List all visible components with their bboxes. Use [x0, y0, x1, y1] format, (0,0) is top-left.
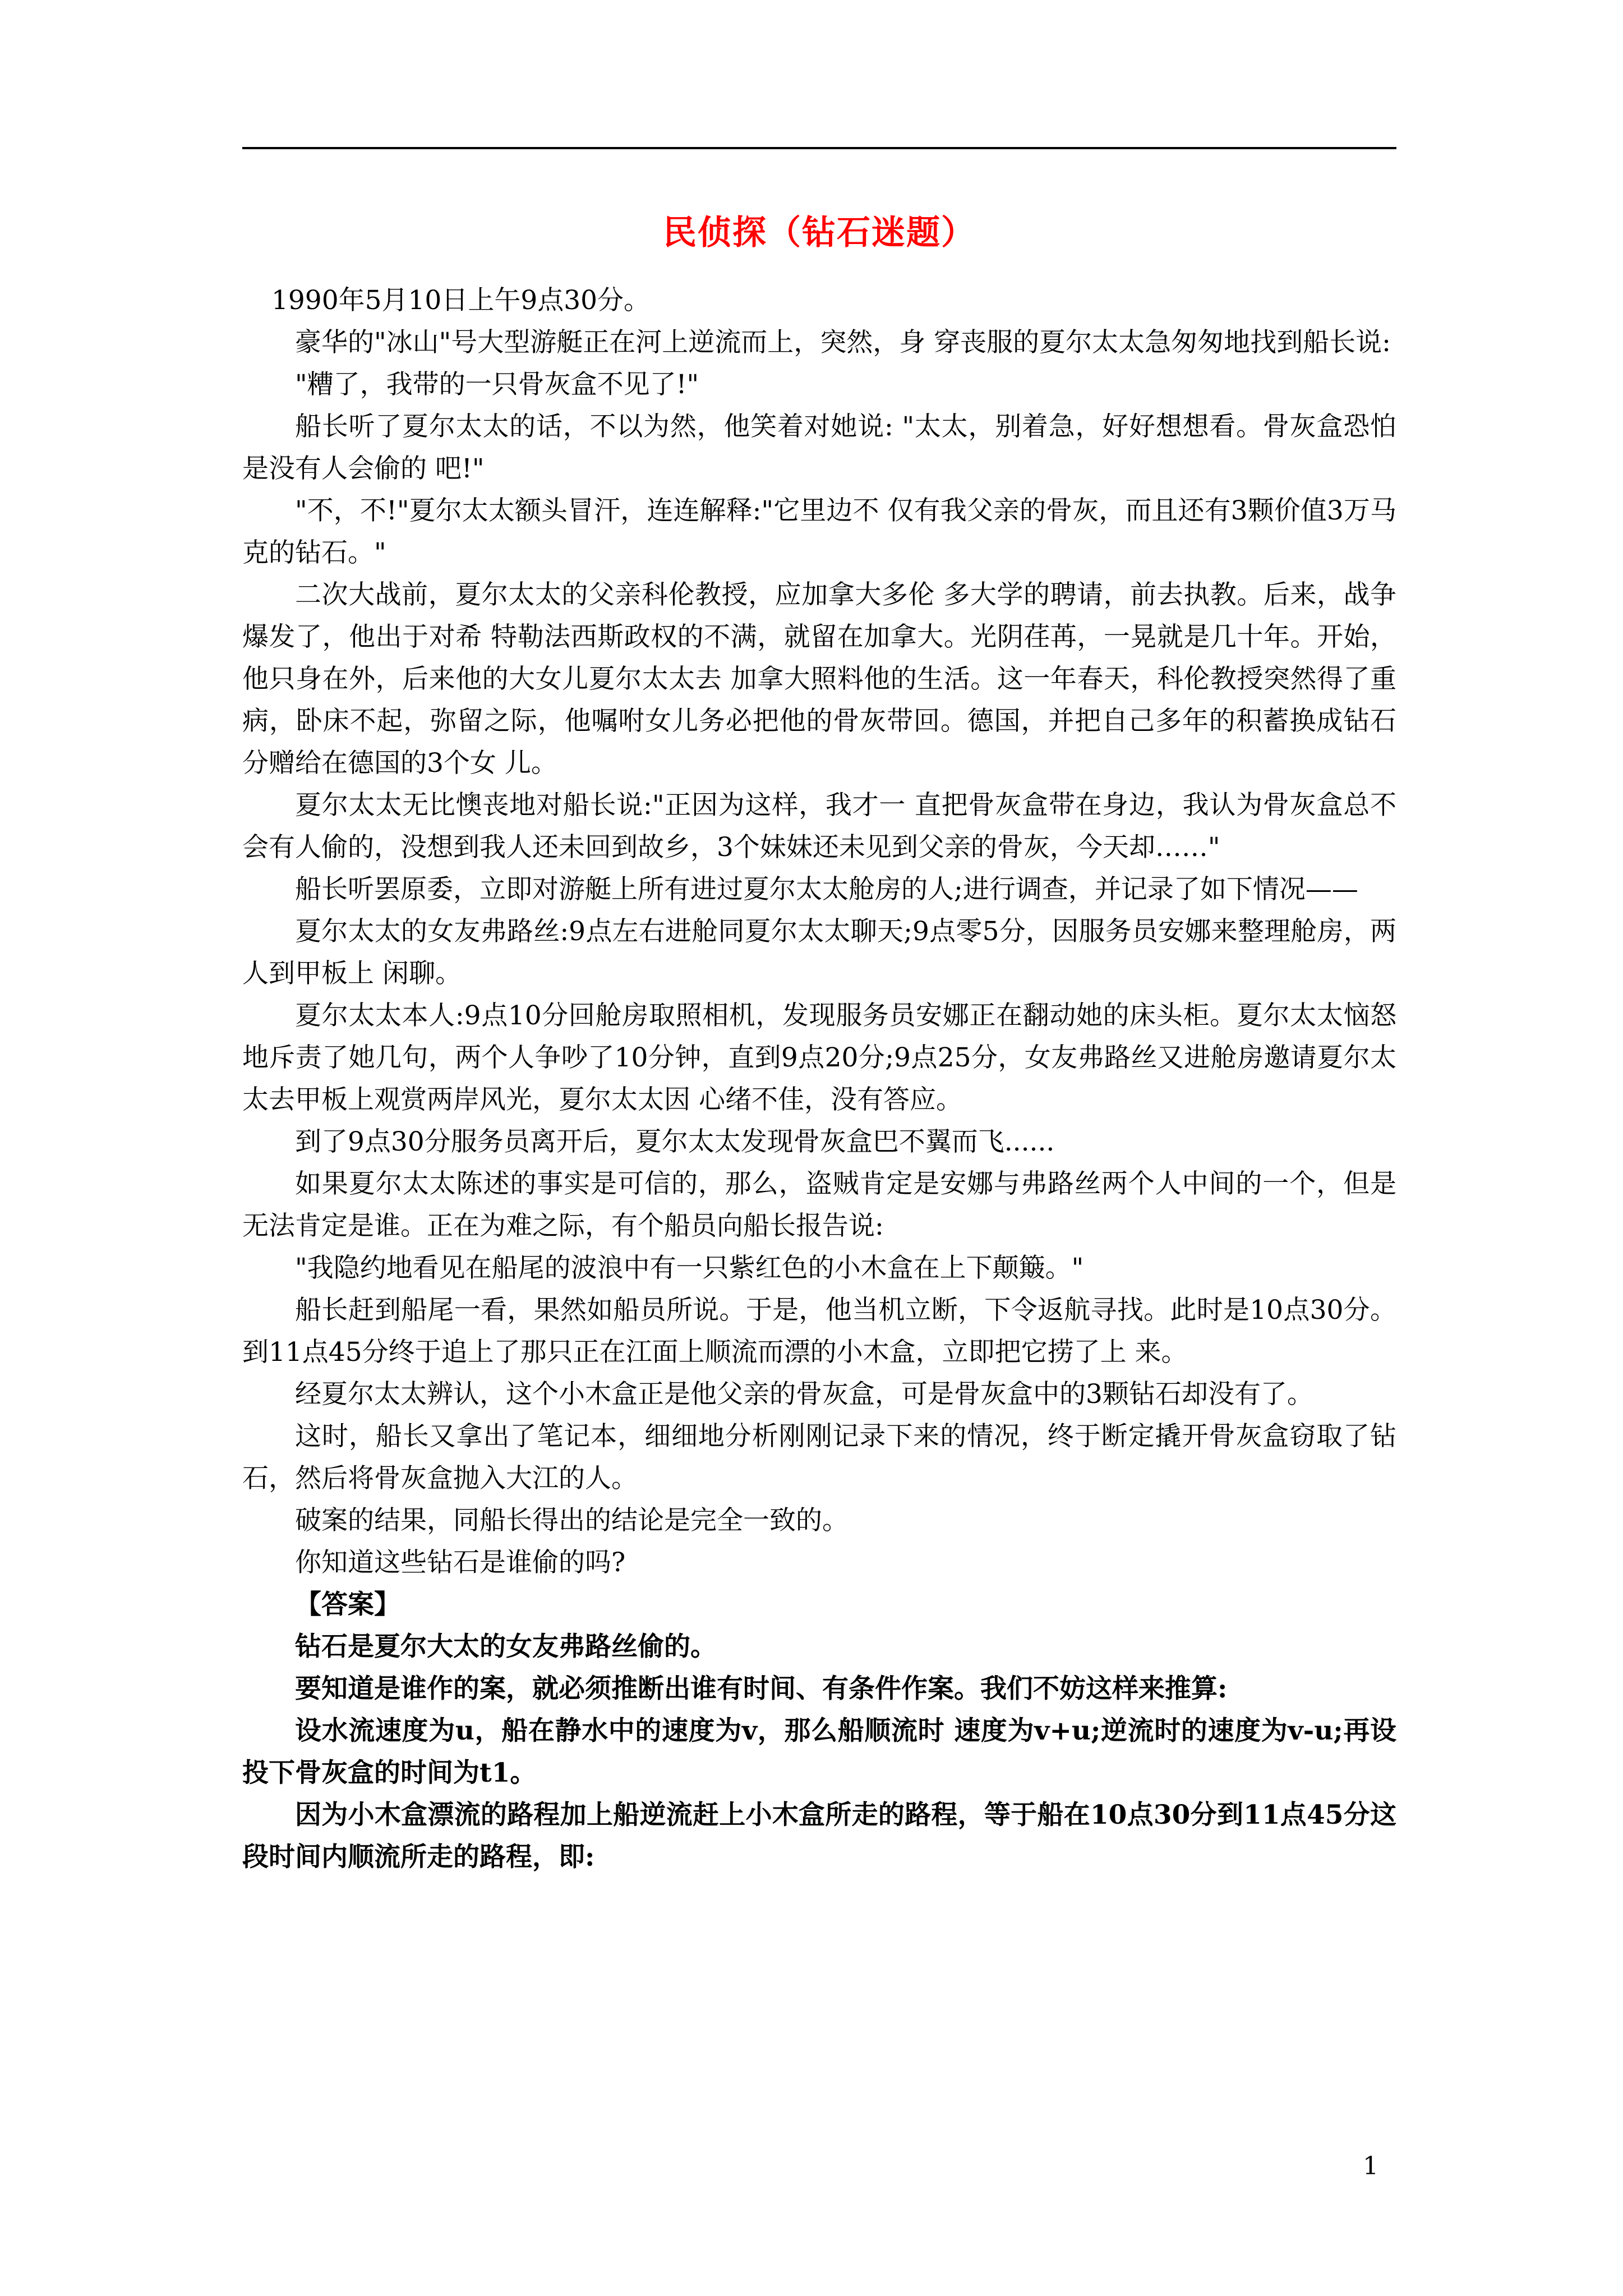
paragraph: 船长听了夏尔太太的话，不以为然，他笑着对她说: "太太，别着急，好好想想看。骨灰盒恐怕是没有人会偷的 吧!" [242, 411, 1396, 484]
paragraph: 1990年5月10日上午9点30分。 [271, 285, 651, 316]
paragraph: 如果夏尔太太陈述的事实是可信的，那么，盗贼肯定是安娜与弗路丝两个人中间的一个，但是无法肯定是谁。正在为难之际，有个船员向船长报告说: [242, 1168, 1396, 1241]
paragraph: "不，不!"夏尔太太额头冒汗，连连解释:"它里边不 仅有我父亲的骨灰，而且还有3颗价值3万马克的钻石。" [242, 495, 1396, 568]
paragraph: 船长听罢原委，立即对游艇上所有进过夏尔太太舱房的人;进行调查，并记录了如下情况—— [295, 874, 1358, 905]
document-body [242, 279, 1396, 1878]
paragraph: 二次大战前，夏尔太太的父亲科伦教授，应加拿大多伦 多大学的聘请，前去执教。后来，战争爆发了，他出于对希 特勒法西斯政权的不满，就留在加拿大。光阴荏苒，一晃就是几十年。开始，他只身在外，后来他的大女儿夏尔太太去 加拿大照料他的生活。这一年春天，科伦教授突然得了重病，卧床不起，弥留之际，他嘱咐女儿务必把他的骨灰带回。德国，并把自己多年的积蓄换成钻石分赠给在德国的3个女 儿。 [242, 579, 1396, 779]
header-rule [242, 147, 1396, 149]
paragraph: 这时，船长又拿出了笔记本，细细地分析刚刚记录下来的情况，终于断定撬开骨灰盒窃取了钻石，然后将骨灰盒抛入大江的人。 [242, 1421, 1396, 1494]
paragraph: 经夏尔太太辨认，这个小木盒正是他父亲的骨灰盒，可是骨灰盒中的3颗钻石却没有了。 [295, 1379, 1313, 1410]
paragraph: 破案的结果，同船长得出的结论是完全一致的。 [295, 1505, 849, 1536]
page-number: 1 [1363, 2152, 1378, 2180]
answer-paragraph: 设水流速度为u，船在静水中的速度为v，那么船顺流时 速度为v+u;逆流时的速度为v-u;再设投下骨灰盒的时间为t1。 [242, 1715, 1396, 1788]
answer-heading: 【答案】 [295, 1589, 400, 1620]
paragraph: 豪华的"冰山"号大型游艇正在河上逆流而上，突然，身 穿丧服的夏尔太太急匆匆地找到船长说: [295, 327, 1391, 358]
answer-paragraph: 要知道是谁作的案，就必须推断出谁有时间、有条件作案。我们不妨这样来推算: [295, 1673, 1228, 1704]
answer-paragraph: 钻石是夏尔大太的女友弗路丝偷的。 [295, 1631, 717, 1662]
paragraph: 你知道这些钻石是谁偷的吗? [295, 1547, 626, 1578]
paragraph: 夏尔太太的女友弗路丝:9点左右进舱同夏尔太太聊天;9点零5分，因服务员安娜来整理舱房，两人到甲板上 闲聊。 [242, 916, 1396, 989]
paragraph: 夏尔太太无比懊丧地对船长说:"正因为这样，我才一 直把骨灰盒带在身边，我认为骨灰盒总不会有人偷的，没想到我人还未回到故乡，3个妹妹还未见到父亲的骨灰，今天却……" [242, 790, 1396, 863]
answer-paragraph: 因为小木盒漂流的路程加上船逆流赶上小木盒所走的路程，等于船在10点30分到11点45分这段时间内顺流所走的路程，即: [242, 1800, 1396, 1872]
paragraph: "我隐约地看见在船尾的波浪中有一只紫红色的小木盒在上下颠簸。" [295, 1253, 1084, 1283]
paragraph: 船长赶到船尾一看，果然如船员所说。于是，他当机立断，下令返航寻找。此时是10点30分。到11点45分终于追上了那只正在江面上顺流而漂的小木盒，立即把它捞了上 来。 [242, 1295, 1396, 1368]
paragraph: 到了9点30分服务员离开后，夏尔太太发现骨灰盒巴不翼而飞...... [295, 1126, 1055, 1157]
paragraph: "糟了，我带的一只骨灰盒不见了!" [295, 369, 699, 400]
document-title: 民侦探（钻石迷题） [663, 213, 976, 252]
paragraph: 夏尔太太本人:9点10分回舱房取照相机，发现服务员安娜正在翻动她的床头柜。夏尔太太恼怒地斥责了她几句，两个人争吵了10分钟，直到9点20分;9点25分，女友弗路丝又进舱房邀请夏尔太太去甲板上观赏两岸风光，夏尔太太因 心绪不佳，没有答应。 [242, 1000, 1396, 1115]
